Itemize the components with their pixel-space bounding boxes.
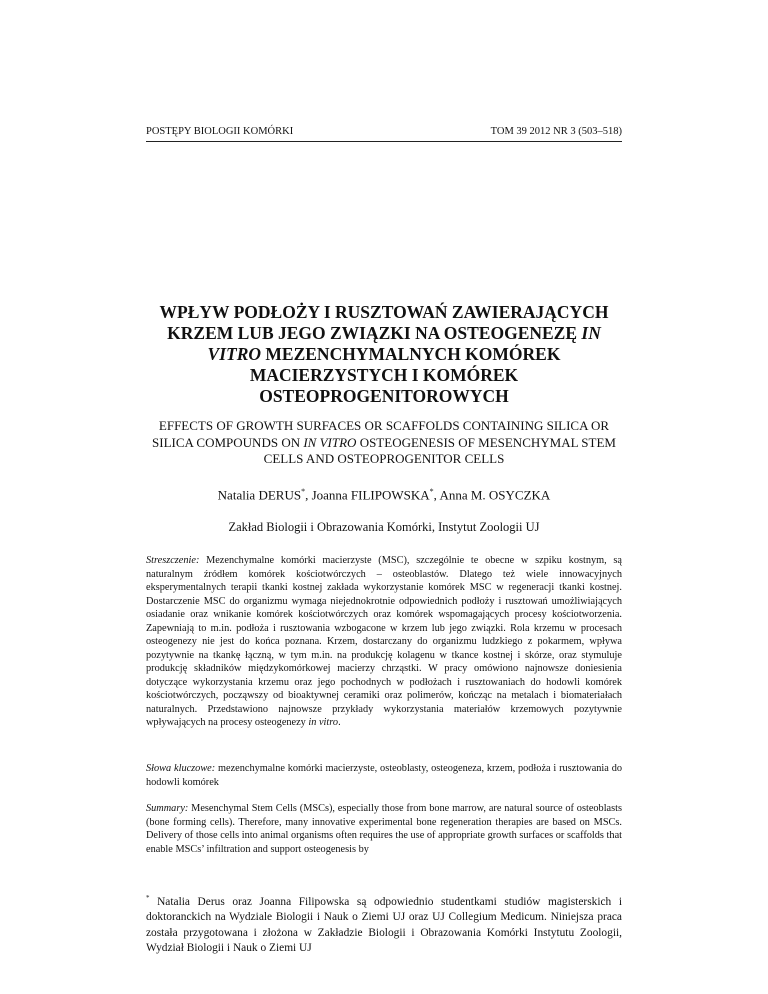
summary-text: Mesenchymal Stem Cells (MSCs), especially those from bone marrow, are natural source of osteoblasts (bone forming cells). Therefore, many innovative experimental bone regeneration therapies are based on MSCs. Delivery of those cells into animal organisms often requires the use of appropriate growth surfaces or scaffolds that enable MSCs’ infiltration and support osteogenesis by	[146, 803, 622, 855]
footnote-mark: *	[146, 894, 150, 902]
title-pl-italic: IN VITRO	[207, 323, 601, 364]
title-pl-rest: MEZENCHYMALNYCH KOMÓREK MACIERZYSTYCH I KOMÓREK OSTEOPROGENITOROWYCH	[249, 344, 561, 406]
journal-name: POSTĘPY BIOLOGII KOMÓRKI	[146, 126, 294, 137]
author-3: Anna M. OSYCZKA	[439, 487, 551, 503]
author-2: Joanna FILIPOWSKA	[311, 487, 430, 503]
running-header	[146, 126, 622, 142]
author-list	[146, 487, 622, 503]
title-english	[146, 418, 622, 468]
issue-info: TOM 39 2012 NR 3 (503–518)	[490, 126, 622, 137]
abstract-label: Streszczenie:	[146, 555, 200, 566]
author-separator: ,	[433, 487, 440, 503]
keywords-label: Słowa kluczowe:	[146, 763, 216, 774]
author-1: Natalia DERUS	[217, 487, 302, 503]
title-polish	[146, 302, 622, 407]
title-en-part2: OSTEOGENESIS OF MESENCHYMAL STEM CELLS AND OSTEOPROGENITOR CELLS	[263, 434, 616, 466]
title-pl-main: WPŁYW PODŁOŻY I RUSZTOWAŃ ZAWIERAJĄCYCH KRZEM LUB JEGO ZWIĄZKI NA OSTEOGENEZĘ	[159, 302, 609, 343]
title-en-part1: EFFECTS OF GROWTH SURFACES OR SCAFFOLDS CONTAINING SILICA OR SILICA COMPOUNDS ON	[152, 418, 610, 450]
summary-english	[146, 802, 622, 856]
title-en-italic: IN VITRO	[303, 434, 357, 450]
author-2-mark: *	[429, 487, 434, 496]
abstract-text: Mezenchymalne komórki macierzyste (MSC), szczególnie te obecne w szpiku kostnym, są naturalnym źródłem komórek kościotwórczych – osteoblastów. Dlatego też wiele innowacyjnych eksperymentalnych terapii tkanki kostnej zakłada wykorzystanie komórek MSC w regeneracji tkanki kostnej. Dostarczenie MSC do organizmu wymaga niejednokrotnie odpowiednich podłoży i rusztowań umożliwiających osiadanie oraz wnikanie komórek kościotwórczych oraz komórek wspomagających procesy kościotworzenia. Zapewniają to m.in. podłoża i rusztowania wzbogacone w krzem lub jego związki. Rola krzemu w procesach osteogenezy nie jest do końca poznana. Krzem, dostarczany do organizmu ludzkiego z pokarmem, wpływa pozytywnie na tkankę łączną, w tym m.in. na produkcję kolagenu w tkance kostnej i skórze, oraz stymuluje produkcję składników międzykomórkowej macierzy chrząstki. W pracy omówiono najnowsze doniesienia dotyczące wykorzystania krzemu oraz jego pochodnych w podłożach i rusztowaniach do hodowli komórek kościotwórczych, począwszy od bioaktywnej ceramiki oraz polimerów, kończąc na metalach i biomateriałach naturalnych. Przedstawiono najnowsze przykłady wykorzystania materiałów krzemowych pozytywnie wpływających na procesy osteogenezy	[146, 555, 622, 728]
abstract-end: .	[338, 717, 341, 728]
keywords	[146, 762, 622, 789]
author-1-mark: *	[301, 487, 306, 496]
abstract-italic-end: in vitro	[308, 717, 339, 728]
footnote	[146, 891, 622, 957]
affiliation: Zakład Biologii i Obrazowania Komórki, Instytut Zoologii UJ	[228, 520, 540, 534]
footnote-text: Natalia Derus oraz Joanna Filipowska są odpowiednio studentkami studiów magisterskich i doktoranckich na Wydziale Biologii i Nauk o Ziemi UJ oraz UJ Collegium Medicum. Niniejsza praca została przygotowana i złożona w Zakładzie Biologii i Obrazowania Komórki Instytutu Zoologii, Wydział Biologii i Nauk o Ziemi UJ	[146, 895, 622, 955]
abstract-polish	[146, 554, 622, 730]
author-separator: ,	[305, 487, 312, 503]
keywords-text: mezenchymalne komórki macierzyste, osteoblasty, osteogeneza, krzem, podłoża i rusztowania do hodowli komórek	[146, 763, 622, 788]
summary-label: Summary:	[146, 803, 189, 814]
